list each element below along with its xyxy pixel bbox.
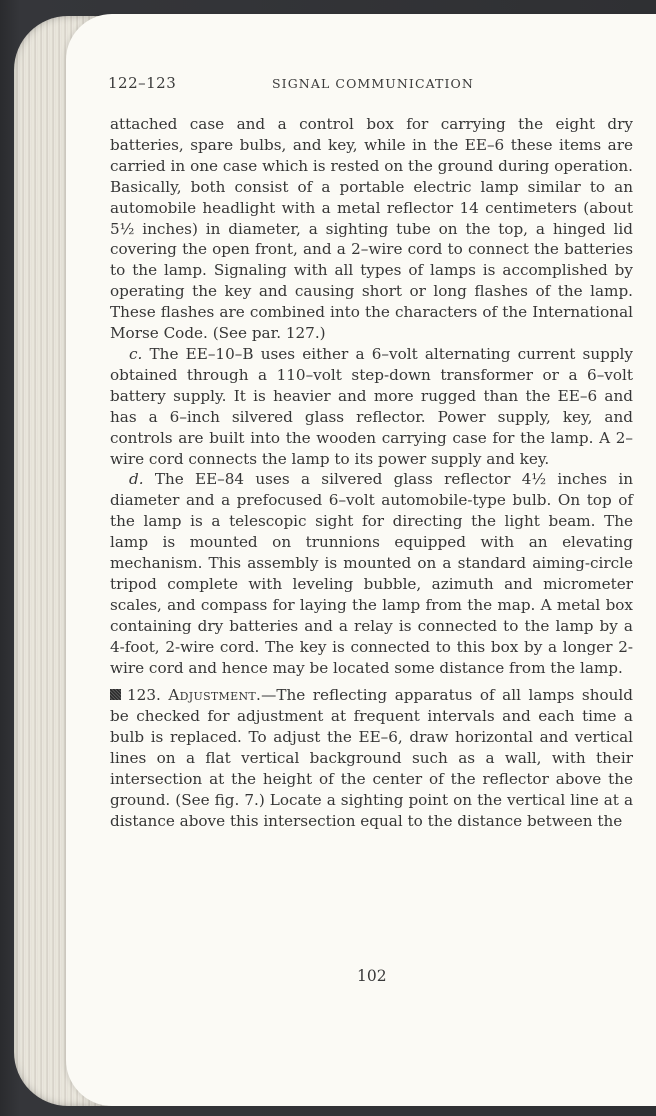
section-text: —The reflecting apparatus of all lamps should be checked for adjustment at frequent intervals and each time a bulb is replaced. To adjust the EE–6, draw horizontal and vertical lines on a flat vertical background such as a wall, with their intersection at the height of the center of the reflector above the ground. (See fig. 7.) Locate a sighting point on the vertical line at a distance above this intersection equal to the distance between the	[110, 686, 633, 830]
paragraph-c-text: The EE–10–B uses either a 6–volt alternating current supply obtained through a 110–volt step-down transformer or a 6–volt battery supply. It is heavier and more rugged than the EE–6 and has a 6–inch silvered glass reflector. Power supply, key, and controls are built into the wooden carrying case for the lamp. A 2–wire cord connects the lamp to its power supply and key.	[110, 344, 633, 468]
page-body	[110, 114, 633, 832]
paragraph-c	[110, 344, 633, 469]
paragraph-d-text: The EE–84 uses a silvered glass reflector 4½ inches in diameter and a prefocused 6–volt automobile-type bulb. On top of the lamp is a telescopic sight for directing the light beam. The lamp is mounted on trunnions equipped with an elevating mechanism. This assembly is mounted on a standard aiming-circle tripod complete with leveling bubble, azimuth and micrometer scales, and compass for laying the lamp from the map. A metal box containing dry batteries and a relay is connected to the lamp by a 4-foot, 2-wire cord. The key is connected to this box by a longer 2-wire cord and hence may be located some distance from the lamp.	[110, 470, 633, 677]
paragraph-c-letter: c.	[129, 344, 143, 363]
paragraph-d	[110, 469, 633, 678]
section-number: 123.	[127, 686, 161, 705]
section-heading: Adjustment.	[168, 686, 262, 705]
paragraph-continued: attached case and a control box for carrying the eight dry batteries, spare bulbs, and key, while in the EE–6 these items are carried in one case which is rested on the ground during operation. Basically, both consist of a portable electric lamp similar to an automobile headlight with a metal reflector 14 centimeters (about 5½ inches) in diameter, a sighting tube on the top, a hinged lid covering the open front, and a 2–wire cord to connect the batteries to the lamp. Signaling with all types of lamps is accomplished by operating the key and causing short or long flashes of the lamp. These flashes are combined into the characters of the International Morse Code. (See par. 127.)	[110, 115, 633, 343]
running-head-page-range: 122–123	[108, 74, 177, 92]
page-number: 102	[357, 967, 387, 985]
paragraph-d-letter: d.	[129, 470, 144, 489]
running-head-title: SIGNAL COMMUNICATION	[272, 76, 474, 91]
section-123	[110, 685, 633, 831]
section-marker-icon	[110, 689, 121, 700]
